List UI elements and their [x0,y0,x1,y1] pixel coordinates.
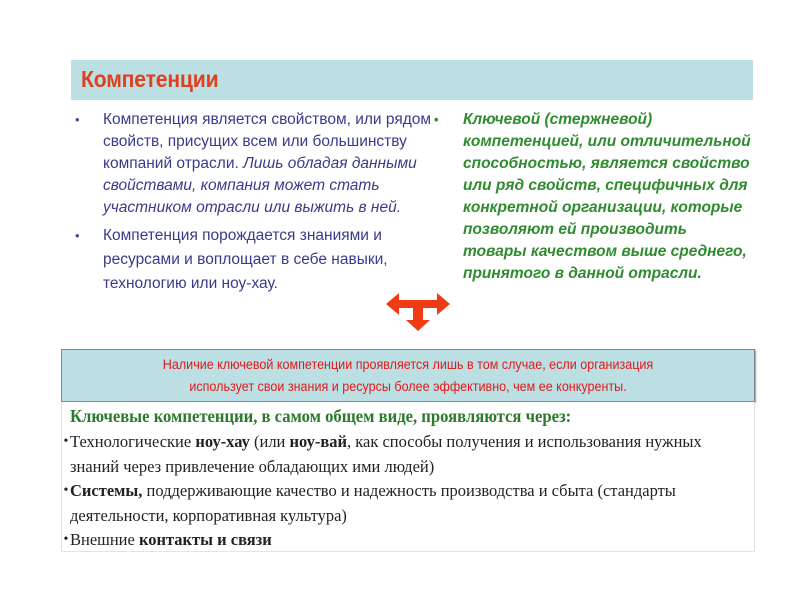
highlight-line-2: использует свои знания и ресурсы более эффективно, чем ее конкуренты. [189,379,627,394]
bullet-text-italic: Лишь обладая данными свойствами, компания может стать участником отрасли или выжить в ней. [103,155,417,216]
bullet-dot-icon: • [63,483,69,498]
key-competences-box [61,402,755,552]
text-part: , как способы получения и использования нужных знаний через привлечение обладающих ими людей) [70,432,702,476]
bullet-text-normal: Компетенция является свойством, или рядом свойств, присущих всем или большинству компаний отрасли. [103,111,432,172]
bullet-dot-icon: • [75,228,80,243]
key-competences-list [62,430,752,553]
text-part: Внешние [70,530,139,549]
slide-title-bar [71,60,753,100]
key-competence-definition: Ключевой (стержневой) компетенцией, или отличительной способностью, является свойство или ряд свойств, специфичных для конкретной организации, которые позволяют ей производить товары качеством выше среднего, принятого в данной отрасли. [463,111,751,282]
text-bold: контакты и связи [138,530,272,549]
bullet-dot-icon: • [434,112,439,127]
bullet-dot-icon: • [63,434,69,449]
list-item-text [70,430,732,479]
list-item [62,479,752,528]
key-competences-heading: Ключевые компетенции, в самом общем виде, проявляются через: [70,406,572,426]
text-bold: Системы, [70,481,143,500]
left-bullet-1 [70,109,435,219]
list-item-text [70,528,732,553]
bullet-dot-icon: • [75,112,80,127]
right-bullet [433,109,753,285]
bullet-dot-icon: • [63,532,69,547]
text-bold: ноу-вай [289,432,348,451]
highlight-line-1: Наличие ключевой компетенции проявляется лишь в том случае, если организация [162,357,654,372]
text-part: Технологические [70,432,196,451]
slide-title: Компетенции [81,66,219,92]
highlight-box [61,349,755,402]
bullet-text [103,109,435,219]
list-item [62,430,752,479]
right-column [433,109,753,285]
text-part: поддерживающие качество и надежность производства и сбыта (стандарты деятельности, корпоративная культура) [70,481,676,525]
left-bullet-2 [70,224,435,296]
left-column [70,109,435,296]
text-bold: ноу-хау [195,432,250,451]
text-part: (или [249,432,290,451]
list-item [62,528,752,553]
list-item-text [70,479,732,528]
bullet-text: Компетенция порождается знаниями и ресурсами и воплощает в себе навыки, технологию или ноу-хау. [103,227,388,292]
t-shaped-three-way-arrow-icon [386,293,450,331]
